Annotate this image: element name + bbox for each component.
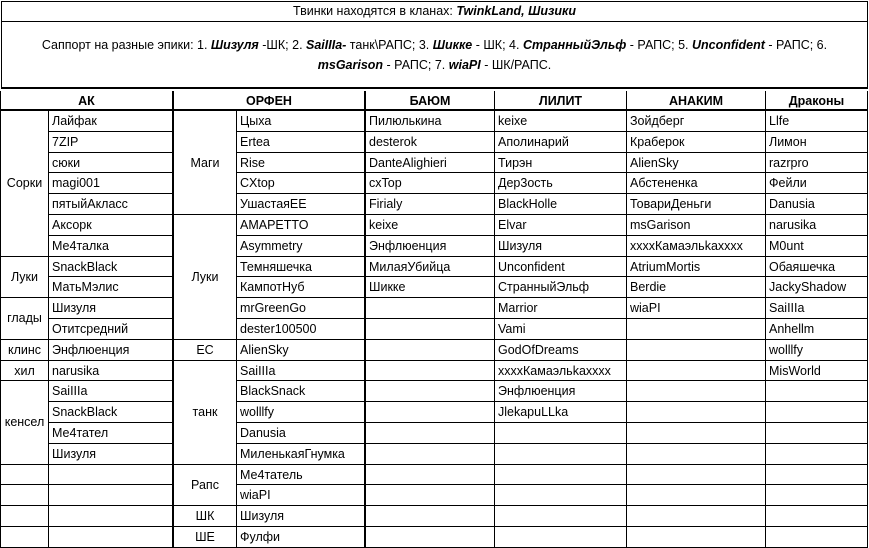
baum-player-name[interactable]: Шикке: [366, 277, 495, 298]
ak-player-name[interactable]: SnackBlack: [49, 257, 174, 278]
header-lilit[interactable]: ЛИЛИТ: [495, 91, 627, 111]
ak-player-name[interactable]: Энфлюенция: [49, 340, 174, 361]
anakim-empty-cell[interactable]: [627, 527, 766, 548]
baum-player-name[interactable]: cxTop: [366, 173, 495, 194]
orfen-player-name[interactable]: Rise: [237, 153, 366, 174]
support-text-part: СтранныйЭльф: [522, 38, 627, 52]
ak-empty-label[interactable]: [1, 506, 49, 527]
lilit-player-name[interactable]: Шизуля: [495, 236, 627, 257]
baum-empty-cell[interactable]: [366, 402, 495, 423]
orfen-role-label: ШЕ: [174, 527, 237, 548]
baum-player-name[interactable]: DanteAlighieri: [366, 153, 495, 174]
baum-empty-cell[interactable]: [366, 340, 495, 361]
orfen-player-name[interactable]: SaiIIIa: [237, 361, 366, 382]
lilit-empty-cell[interactable]: [495, 465, 627, 486]
anakim-empty-cell[interactable]: [627, 485, 766, 506]
ak-role-label: Луки: [1, 257, 49, 299]
ak-player-name[interactable]: Ме4тател: [49, 423, 174, 444]
orfen-player-name[interactable]: Шизуля: [237, 506, 366, 527]
orfen-player-name[interactable]: dester100500: [237, 319, 366, 340]
baum-empty-cell[interactable]: [366, 506, 495, 527]
support-row: [1, 21, 868, 89]
support-text-part: Шикке: [432, 38, 473, 52]
lilit-player-name[interactable]: keixe: [495, 111, 627, 132]
anakim-empty-cell[interactable]: [627, 319, 766, 340]
support-text-part: Шизуля: [210, 38, 259, 52]
lilit-empty-cell[interactable]: [495, 423, 627, 444]
baum-empty-cell[interactable]: [366, 485, 495, 506]
ak-player-name[interactable]: magi001: [49, 173, 174, 194]
lilit-player-name[interactable]: xxxxКамаэльkaxxxx: [495, 361, 627, 382]
ak-player-name[interactable]: сюки: [49, 153, 174, 174]
dragons-player-name[interactable]: wolllfy: [766, 340, 868, 361]
support-text-part: msGarison: [317, 58, 384, 72]
lilit-player-name[interactable]: Unconfident: [495, 257, 627, 278]
orfen-player-name[interactable]: Danusia: [237, 423, 366, 444]
dragons-empty-cell[interactable]: [766, 444, 868, 465]
sheet-left-border: [0, 91, 1, 548]
orfen-player-name[interactable]: wiaPI: [237, 485, 366, 506]
orfen-role-label: Маги: [174, 111, 237, 215]
dragons-player-name[interactable]: Llfe: [766, 111, 868, 132]
anakim-empty-cell[interactable]: [627, 506, 766, 527]
dragons-empty-cell[interactable]: [766, 465, 868, 486]
ak-empty-cell[interactable]: [49, 527, 174, 548]
dragons-player-name[interactable]: Лимон: [766, 132, 868, 153]
orfen-player-name[interactable]: Фулфи: [237, 527, 366, 548]
ak-role-label: кенсел: [1, 381, 49, 464]
lilit-empty-cell[interactable]: [495, 444, 627, 465]
anakim-player-name[interactable]: AtriumMortis: [627, 257, 766, 278]
orfen-role-label: ШК: [174, 506, 237, 527]
orfen-player-name[interactable]: УшастаяEE: [237, 194, 366, 215]
baum-empty-cell[interactable]: [366, 527, 495, 548]
baum-empty-cell[interactable]: [366, 423, 495, 444]
support-text-part: - ШК/РАПС.: [480, 58, 552, 72]
dragons-player-name[interactable]: narusika: [766, 215, 868, 236]
baum-empty-cell[interactable]: [366, 298, 495, 319]
anakim-empty-cell[interactable]: [627, 465, 766, 486]
lilit-empty-cell[interactable]: [495, 485, 627, 506]
ak-empty-label[interactable]: [1, 485, 49, 506]
orfen-player-name[interactable]: BlackSnack: [237, 381, 366, 402]
lilit-player-name[interactable]: BlackHolle: [495, 194, 627, 215]
anakim-player-name[interactable]: Berdie: [627, 277, 766, 298]
lilit-player-name[interactable]: СтранныйЭльф: [495, 277, 627, 298]
ak-player-name[interactable]: Аксорк: [49, 215, 174, 236]
dragons-empty-cell[interactable]: [766, 485, 868, 506]
ak-player-name[interactable]: Ме4талка: [49, 236, 174, 257]
header-orfen[interactable]: ОРФЕН: [174, 91, 366, 111]
baum-empty-cell[interactable]: [366, 444, 495, 465]
dragons-empty-cell[interactable]: [766, 402, 868, 423]
lilit-player-name[interactable]: JlekapuLLka: [495, 402, 627, 423]
dragons-empty-cell[interactable]: [766, 423, 868, 444]
orfen-player-name[interactable]: Темняшечка: [237, 257, 366, 278]
dragons-player-name[interactable]: Anhellm: [766, 319, 868, 340]
baum-empty-cell[interactable]: [366, 319, 495, 340]
orfen-role-label: ЕС: [174, 340, 237, 361]
ak-role-label: клинс: [1, 340, 49, 361]
dragons-player-name[interactable]: Обаяшечка: [766, 257, 868, 278]
baum-empty-cell[interactable]: [366, 361, 495, 382]
ak-player-name[interactable]: пятыйАкласс: [49, 194, 174, 215]
dragons-player-name[interactable]: Danusia: [766, 194, 868, 215]
lilit-player-name[interactable]: Тирэн: [495, 153, 627, 174]
support-text-part: - ШК; 4.: [472, 38, 523, 52]
lilit-player-name[interactable]: Vami: [495, 319, 627, 340]
support-text-part: Саппорт на разные эпики: 1.: [41, 38, 211, 52]
ak-empty-label[interactable]: [1, 527, 49, 548]
orfen-player-name[interactable]: CXtop: [237, 173, 366, 194]
support-text-part: -ШК; 2.: [258, 38, 307, 52]
anakim-player-name[interactable]: Зойдберг: [627, 111, 766, 132]
baum-empty-cell[interactable]: [366, 465, 495, 486]
ak-player-name[interactable]: narusika: [49, 361, 174, 382]
anakim-empty-cell[interactable]: [627, 423, 766, 444]
support-text-part: - РАПС; 6.: [764, 38, 828, 52]
orfen-player-name[interactable]: Ertea: [237, 132, 366, 153]
ak-player-name[interactable]: Отитсредний: [49, 319, 174, 340]
baum-player-name[interactable]: Пилюлькина: [366, 111, 495, 132]
dragons-empty-cell[interactable]: [766, 527, 868, 548]
anakim-empty-cell[interactable]: [627, 361, 766, 382]
support-text-part: танк\РАПС; 3.: [346, 38, 433, 52]
title-text: Твинки находятся в кланах:: [293, 4, 457, 18]
lilit-player-name[interactable]: Marrior: [495, 298, 627, 319]
anakim-player-name[interactable]: xxxxКамаэльkaxxxx: [627, 236, 766, 257]
anakim-empty-cell[interactable]: [627, 402, 766, 423]
lilit-empty-cell[interactable]: [495, 527, 627, 548]
ak-player-name[interactable]: SnackBlack: [49, 402, 174, 423]
header-ak[interactable]: АК: [1, 91, 174, 111]
orfen-player-name[interactable]: МиленькаяГнумка: [237, 444, 366, 465]
orfen-player-name[interactable]: wolllfy: [237, 402, 366, 423]
anakim-empty-cell[interactable]: [627, 340, 766, 361]
orfen-player-name[interactable]: Ме4татель: [237, 465, 366, 486]
dragons-player-name[interactable]: JackyShadow: [766, 277, 868, 298]
baum-player-name[interactable]: МилаяУбийца: [366, 257, 495, 278]
orfen-player-name[interactable]: AMAPETTO: [237, 215, 366, 236]
title-row: [1, 1, 868, 22]
anakim-player-name[interactable]: wiaPI: [627, 298, 766, 319]
baum-player-name[interactable]: desterok: [366, 132, 495, 153]
baum-player-name[interactable]: Энфлюенция: [366, 236, 495, 257]
anakim-player-name[interactable]: Краберок: [627, 132, 766, 153]
dragons-player-name[interactable]: razrpro: [766, 153, 868, 174]
ak-player-name[interactable]: Шизуля: [49, 444, 174, 465]
ak-empty-cell[interactable]: [49, 465, 174, 486]
dragons-empty-cell[interactable]: [766, 381, 868, 402]
support-text-part: - РАПС; 5.: [626, 38, 692, 52]
baum-empty-cell[interactable]: [366, 381, 495, 402]
anakim-empty-cell[interactable]: [627, 381, 766, 402]
ak-role-label: глады: [1, 298, 49, 340]
orfen-role-label: Рапс: [174, 465, 237, 507]
orfen-player-name[interactable]: Asymmetry: [237, 236, 366, 257]
orfen-player-name[interactable]: КампотНуб: [237, 277, 366, 298]
dragons-empty-cell[interactable]: [766, 506, 868, 527]
anakim-player-name[interactable]: msGarison: [627, 215, 766, 236]
ak-player-name[interactable]: Лайфак: [49, 111, 174, 132]
ak-player-name[interactable]: Шизуля: [49, 298, 174, 319]
orfen-player-name[interactable]: mrGreenGo: [237, 298, 366, 319]
support-text-part: - РАПС; 7.: [383, 58, 449, 72]
ak-player-name[interactable]: SaiIIIa: [49, 381, 174, 402]
ak-empty-cell[interactable]: [49, 485, 174, 506]
baum-player-name[interactable]: Firialy: [366, 194, 495, 215]
ak-role-label: хил: [1, 361, 49, 382]
title-clans: TwinkLand, Шизики: [456, 4, 576, 18]
dragons-player-name[interactable]: SaiIIIa: [766, 298, 868, 319]
orfen-role-label: Луки: [174, 215, 237, 340]
ak-player-name[interactable]: 7ZIP: [49, 132, 174, 153]
dragons-player-name[interactable]: MisWorld: [766, 361, 868, 382]
baum-player-name[interactable]: keixe: [366, 215, 495, 236]
dragons-player-name[interactable]: M0unt: [766, 236, 868, 257]
orfen-role-label: танк: [174, 361, 237, 465]
orfen-player-name[interactable]: AlienSky: [237, 340, 366, 361]
orfen-player-name[interactable]: Цыха: [237, 111, 366, 132]
ak-empty-cell[interactable]: [49, 506, 174, 527]
ak-role-label: Сорки: [1, 111, 49, 257]
support-text-part: wiaPI: [448, 58, 481, 72]
lilit-player-name[interactable]: GodOfDreams: [495, 340, 627, 361]
anakim-player-name[interactable]: AlienSky: [627, 153, 766, 174]
lilit-player-name[interactable]: Энфлюенция: [495, 381, 627, 402]
header-anakim[interactable]: АНАКИМ: [627, 91, 766, 111]
ak-empty-label[interactable]: [1, 465, 49, 486]
anakim-player-name[interactable]: ТовариДеньги: [627, 194, 766, 215]
header-baum[interactable]: БАЮМ: [366, 91, 495, 111]
lilit-empty-cell[interactable]: [495, 506, 627, 527]
lilit-player-name[interactable]: Дер3ость: [495, 173, 627, 194]
ak-player-name[interactable]: МатьМэлис: [49, 277, 174, 298]
lilit-player-name[interactable]: Аполинарий: [495, 132, 627, 153]
support-text-part: SaiIIIa-: [306, 38, 347, 52]
lilit-player-name[interactable]: Elvar: [495, 215, 627, 236]
header-dragons[interactable]: Драконы: [766, 91, 868, 111]
support-text-part: Unconfident: [692, 38, 765, 52]
anakim-empty-cell[interactable]: [627, 444, 766, 465]
dragons-player-name[interactable]: Фейли: [766, 173, 868, 194]
anakim-player-name[interactable]: Абстененка: [627, 173, 766, 194]
